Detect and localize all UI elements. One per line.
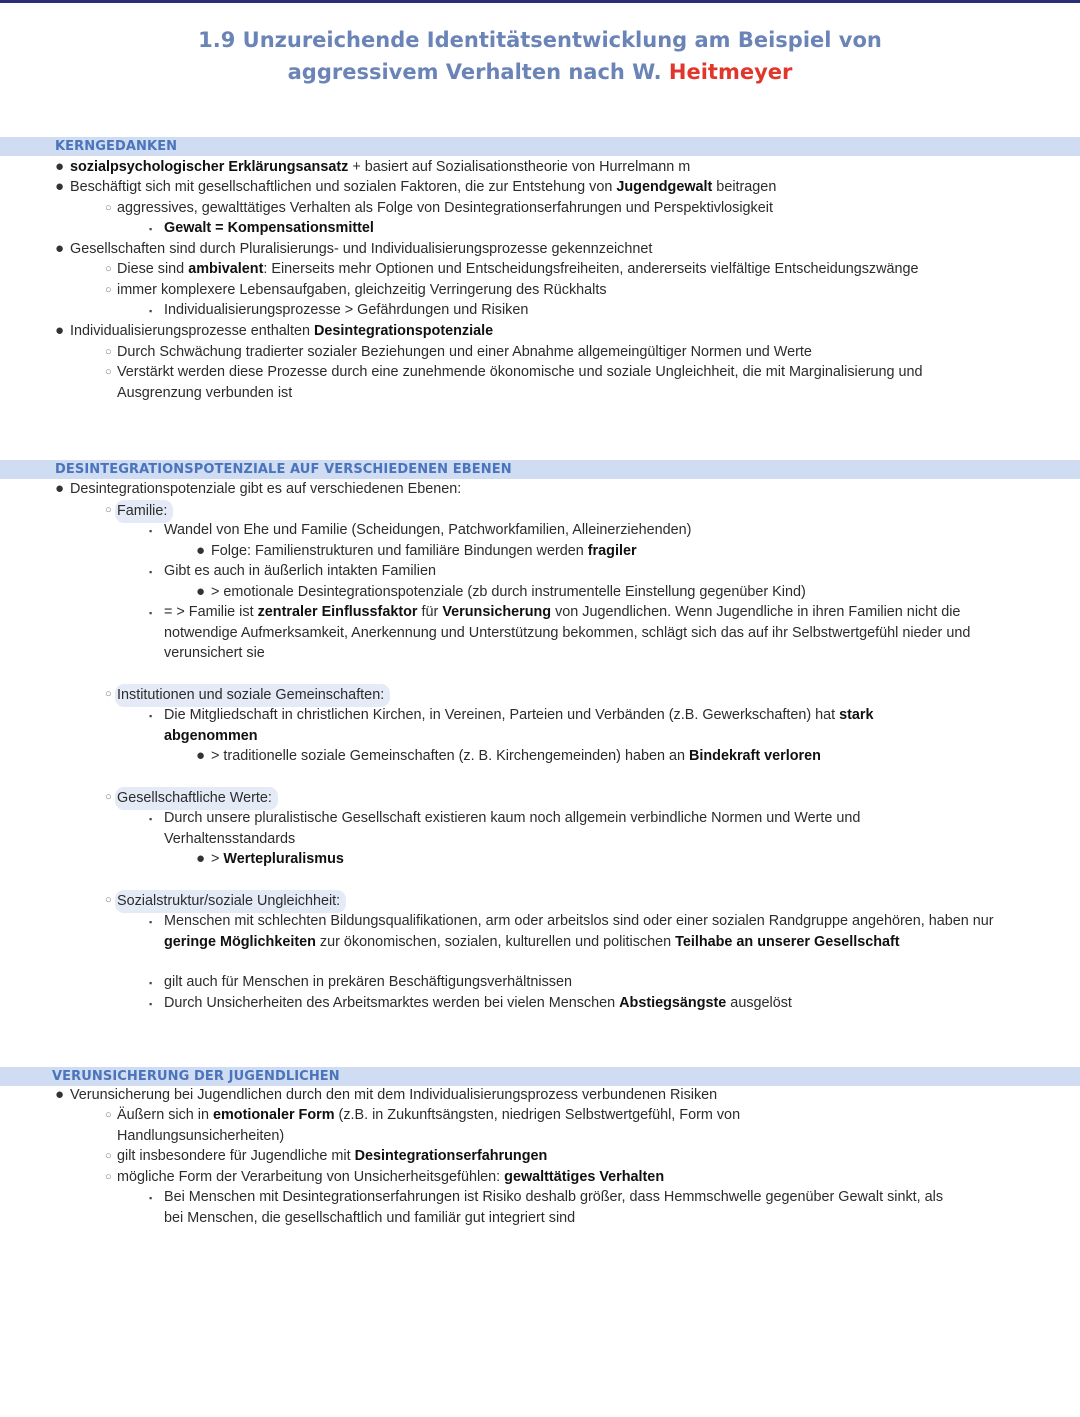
title-line-2 [0, 56, 1080, 88]
section-band-desintegration [0, 460, 1080, 479]
title-author-highlight: Heitmeyer [668, 60, 793, 84]
sub-sub-bullet-icon: ▪ [149, 711, 153, 721]
sub-bullet-icon: ○ [105, 1150, 112, 1162]
bullet-icon: ● [196, 542, 206, 559]
sub-bullet-icon: ○ [105, 346, 112, 358]
section-heading-desintegration: DESINTEGRATIONSPOTENZIALE AUF VERSCHIEDENEN EBENEN [55, 462, 512, 477]
bullet-icon: ● [55, 1086, 65, 1103]
sub-bullet-icon: ○ [105, 894, 112, 906]
sub-sub-bullet-icon: ▪ [149, 917, 153, 927]
sub-sub-bullet-icon: ▪ [149, 306, 153, 316]
subsection-label-institutionen: Institutionen und soziale Gemeinschaften: [115, 684, 390, 707]
bullet-icon: ● [55, 322, 65, 339]
bullet-icon: ● [55, 240, 65, 257]
sub-bullet-icon: ○ [105, 202, 112, 214]
sub-sub-bullet-icon: ▪ [149, 814, 153, 824]
bullet-icon: ● [55, 178, 65, 195]
sub-bullet-icon: ○ [105, 1109, 112, 1121]
bullet-icon: ● [196, 747, 206, 764]
sub-sub-bullet-icon: ▪ [149, 978, 153, 988]
bullet-icon: ● [196, 850, 206, 867]
sub-sub-bullet-icon: ▪ [149, 526, 153, 536]
sub-bullet-icon: ○ [105, 1171, 112, 1183]
sub-bullet-icon: ○ [105, 263, 112, 275]
sub-sub-bullet-icon: ▪ [149, 224, 153, 234]
page-title [0, 24, 1080, 88]
title-line-1: 1.9 Unzureichende Identitätsentwicklung am Beispiel von [198, 28, 882, 52]
section-band-kerngedanken [0, 137, 1080, 156]
top-rule [0, 0, 1080, 3]
sub-sub-bullet-icon: ▪ [149, 567, 153, 577]
sub-bullet-icon: ○ [105, 688, 112, 700]
sub-bullet-icon: ○ [105, 504, 112, 516]
sub-bullet-icon: ○ [105, 791, 112, 803]
sub-bullet-icon: ○ [105, 284, 112, 296]
title-line-2-prefix: aggressivem Verhalten nach W. [287, 60, 669, 84]
section-band-verunsicherung [0, 1067, 1080, 1086]
sub-sub-bullet-icon: ▪ [149, 999, 153, 1009]
sub-sub-bullet-icon: ▪ [149, 1193, 153, 1203]
subsection-label-werte: Gesellschaftliche Werte: [115, 787, 278, 810]
subsection-label-familie: Familie: [115, 500, 173, 523]
sub-bullet-icon: ○ [105, 366, 112, 378]
sub-sub-bullet-icon: ▪ [149, 608, 153, 618]
subsection-label-sozialstruktur: Sozialstruktur/soziale Ungleichheit: [115, 890, 346, 913]
section-heading-kerngedanken: KERNGEDANKEN [55, 139, 178, 154]
bullet-icon: ● [55, 480, 65, 497]
section-heading-verunsicherung: VERUNSICHERUNG DER JUGENDLICHEN [52, 1069, 340, 1084]
bullet-icon: ● [55, 158, 65, 175]
bullet-icon: ● [196, 583, 206, 600]
